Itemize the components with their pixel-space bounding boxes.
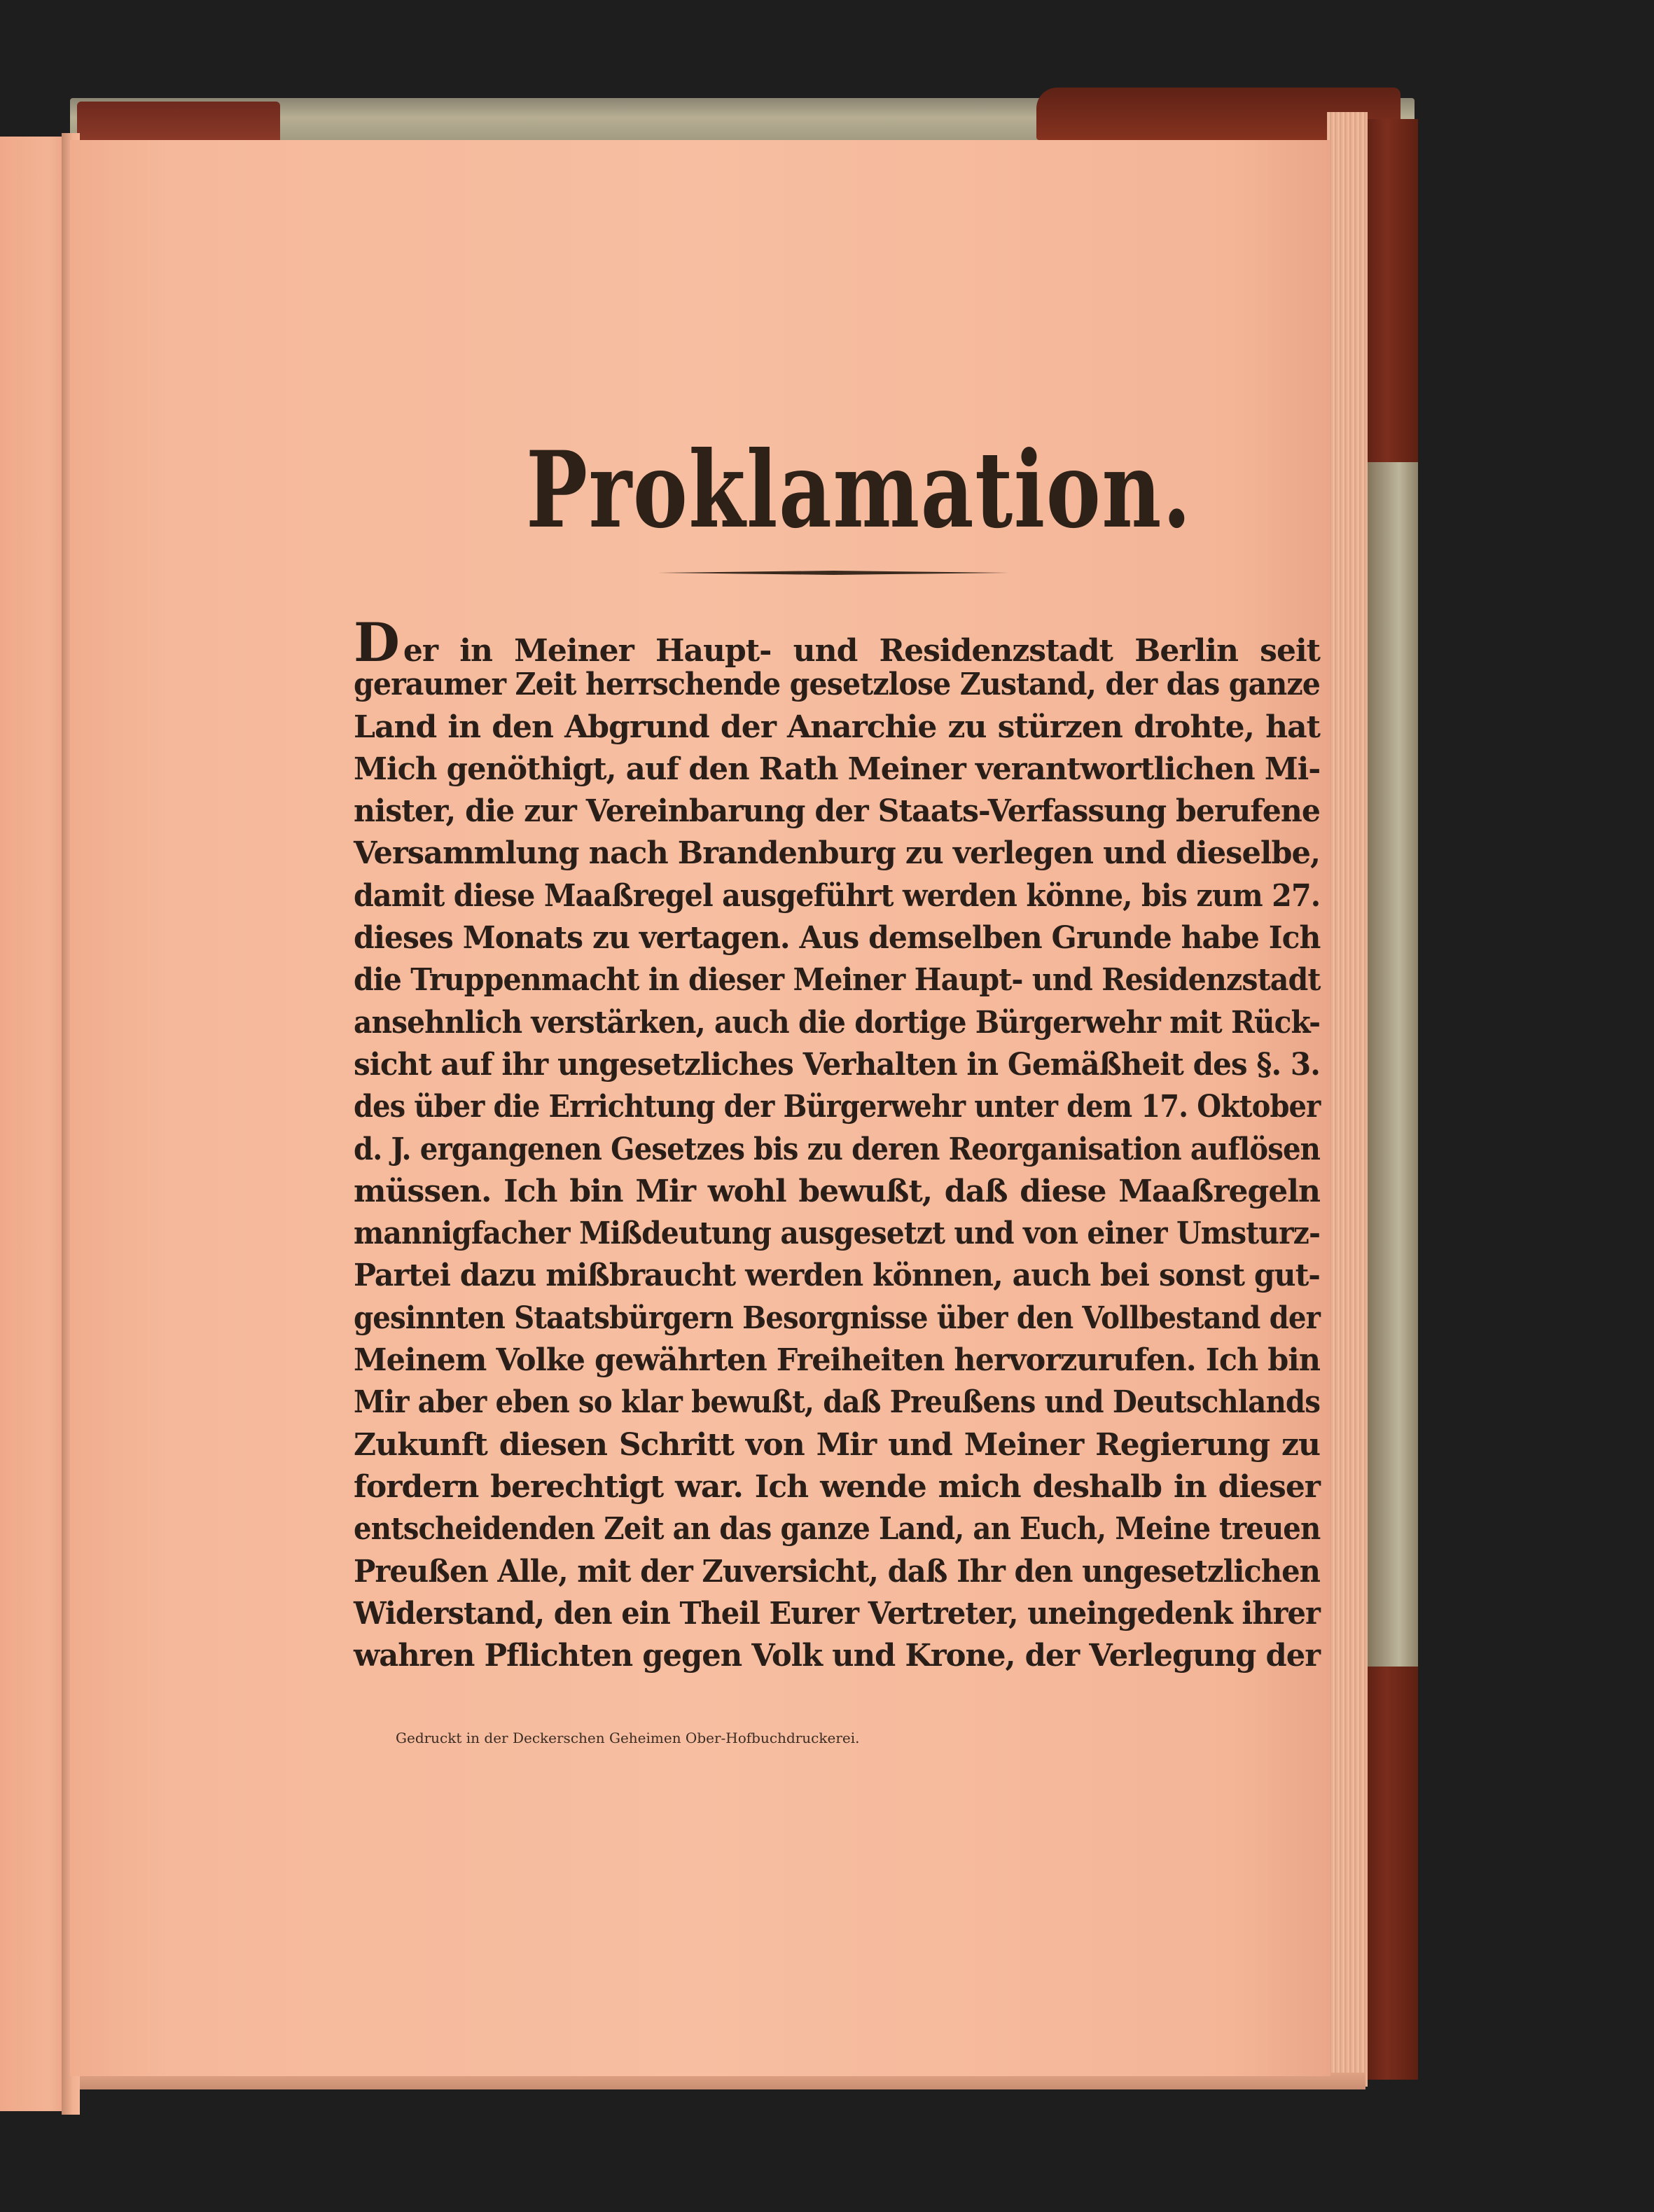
text-line	[354, 1044, 1320, 1086]
text-line	[354, 611, 1320, 674]
text-line-content: entscheidenden Zeit an das ganze Land, an Euch, Meine treuen	[354, 1511, 1321, 1547]
text-line	[354, 749, 1320, 791]
text-line-content: müssen. Ich bin Mir wohl bewußt, daß diese Maaßregeln	[354, 1173, 1320, 1209]
text-line-content: dieses Monats zu vertagen. Aus demselben Grunde habe Ich	[354, 920, 1321, 957]
text-line	[354, 1508, 1320, 1550]
text-line-content: damit diese Maaßregel ausgeführt werden könne, bis zum 27.	[354, 877, 1321, 914]
text-line	[354, 1002, 1320, 1044]
page-title: Proklamation.	[526, 429, 1193, 552]
text-line	[354, 875, 1320, 917]
text-line-content: Widerstand, den ein Theil Eurer Vertreter, uneingedenk ihrer	[354, 1595, 1320, 1632]
text-line	[354, 1255, 1320, 1297]
text-line-content: wahren Pflichten gegen Volk und Krone, der Verlegung der	[354, 1638, 1320, 1674]
text-line-content: Mich genöthigt, auf den Rath Meiner verantwortlichen Mi-	[354, 751, 1321, 787]
text-line-content: des über die Errichtung der Bürgerwehr unter dem 17. Oktober	[354, 1089, 1321, 1125]
drop-cap: D	[354, 611, 399, 674]
text-line-content: die Truppenmacht in dieser Meiner Haupt- und Residenzstadt	[354, 962, 1321, 999]
text-line-content: Meinem Volke gewährten Freiheiten hervorzurufen. Ich bin	[354, 1342, 1320, 1379]
text-line-content: gesinnten Staatsbürgern Besorgnisse über den Vollbestand der	[354, 1300, 1320, 1336]
text-line-content: d. J. ergangenen Gesetzes bis zu deren Reorganisation auflösen	[354, 1131, 1321, 1167]
title-divider-ornament	[658, 571, 1008, 575]
text-line	[354, 917, 1320, 959]
text-line	[354, 791, 1320, 833]
text-line	[354, 1635, 1320, 1677]
text-line-content: Zukunft diesen Schritt von Mir und Meiner Regierung zu	[354, 1426, 1320, 1463]
text-line	[354, 1593, 1320, 1635]
page-stack-edge	[1327, 112, 1368, 2087]
text-line-content: Versammlung nach Brandenburg zu verlegen und dieselbe,	[354, 835, 1320, 872]
proclamation-text	[354, 611, 1321, 1677]
text-line-content: fordern berechtigt war. Ich wende mich deshalb in dieser	[354, 1468, 1320, 1505]
text-line-content: ansehnlich verstärken, auch die dortige Bürgerwehr mit Rück-	[354, 1004, 1321, 1041]
text-line	[354, 1424, 1320, 1466]
printer-imprint: Gedruckt in der Deckerschen Geheimen Ober-Hofbuchdruckerei.	[396, 1730, 860, 1746]
text-line	[354, 833, 1320, 875]
text-line	[354, 1213, 1320, 1255]
text-line-content: nister, die zur Vereinbarung der Staats-Verfassung berufene	[354, 793, 1320, 830]
text-line	[354, 1382, 1320, 1424]
text-line	[354, 664, 1320, 706]
text-line	[354, 1129, 1320, 1171]
text-line	[354, 1298, 1320, 1340]
text-line	[354, 1340, 1320, 1382]
text-line-content: Mir aber eben so klar bewußt, daß Preußens und Deutschlands	[354, 1384, 1321, 1421]
text-line	[354, 1171, 1320, 1213]
text-line	[354, 707, 1320, 749]
text-line-content: Land in den Abgrund der Anarchie zu stürzen drohte, hat	[354, 709, 1320, 745]
text-line	[354, 1551, 1320, 1593]
text-line	[354, 959, 1320, 1001]
cover-leather-corner-left	[77, 102, 280, 144]
text-line	[354, 1086, 1320, 1128]
text-line-content: Preußen Alle, mit der Zuversicht, daß Ihr den ungesetzlichen	[354, 1553, 1320, 1590]
text-line	[354, 1466, 1320, 1508]
text-line-content: sicht auf ihr ungesetzliches Verhalten in Gemäßheit des §. 3.	[354, 1046, 1320, 1083]
text-line-content: er in Meiner Haupt- und Residenzstadt Berlin seit	[403, 633, 1320, 669]
text-line-content: Partei dazu mißbraucht werden können, auch bei sonst gut-	[354, 1258, 1320, 1294]
text-line-content: mannigfacher Mißdeutung ausgesetzt und von einer Umsturz-	[354, 1216, 1320, 1252]
text-line-content: geraumer Zeit herrschende gesetzlose Zustand, der das ganze	[354, 667, 1320, 703]
left-facing-page	[0, 137, 70, 2111]
